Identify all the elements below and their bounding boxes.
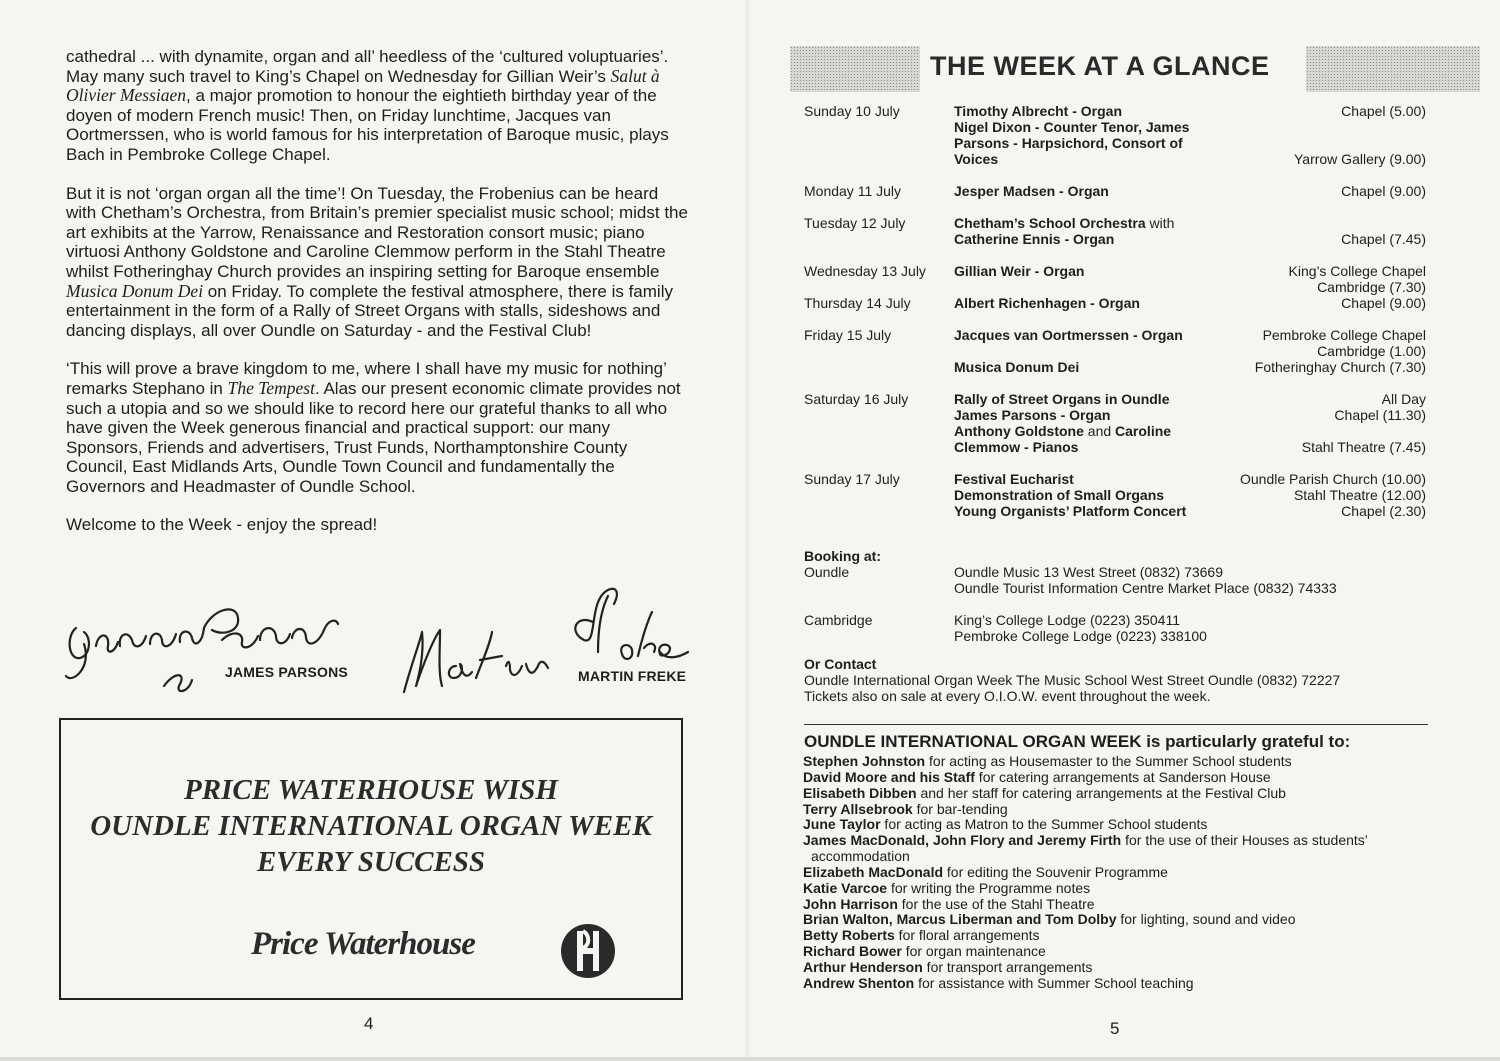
- contact-line: Oundle International Organ Week The Music School West Street Oundle (0832) 72227: [804, 672, 1341, 688]
- thanks-name: Katie Varcoe: [803, 879, 888, 896]
- event-line: [954, 487, 1212, 503]
- event-line: [954, 135, 1212, 151]
- price-waterhouse-wordmark: Price Waterhouse: [251, 926, 475, 962]
- thanks-item: [803, 897, 1433, 913]
- page-title: THE WEEK AT A GLANCE: [930, 51, 1270, 81]
- venue-line: [1206, 423, 1426, 439]
- thanks-text: for catering arrangements at Sanderson House: [974, 768, 1271, 785]
- event-line: [954, 407, 1212, 423]
- stipple-block-left: [790, 46, 920, 92]
- signatory-name-2: MARTIN FREKE: [578, 668, 687, 684]
- schedule-row: [804, 295, 1426, 311]
- thanks-name: Elisabeth Dibben: [803, 784, 917, 801]
- event-text: Festival Eucharist: [954, 471, 1074, 487]
- thanks-name: Elizabeth MacDonald: [803, 863, 944, 880]
- thanks-text: for acting as Matron to the Summer School students: [880, 816, 1208, 833]
- venue-line: Pembroke College Chapel: [1262, 327, 1426, 343]
- event-text: Anthony Goldstone: [954, 423, 1084, 439]
- event-line: [954, 327, 1212, 343]
- glance-header: [790, 46, 1480, 92]
- venue-line: [1206, 135, 1426, 151]
- advert-line: EVERY SUCCESS: [256, 846, 486, 878]
- event-text: Jacques van Oortmerssen - Organ: [954, 327, 1183, 343]
- venue-line: Chapel (2.30): [1341, 503, 1426, 519]
- event-line: [954, 231, 1212, 247]
- schedule-venues: [1206, 215, 1426, 247]
- thanks-name: Stephen Johnston: [803, 753, 926, 769]
- event-text: Gillian Weir - Organ: [954, 263, 1085, 279]
- event-text: Voices: [954, 151, 999, 167]
- thanks-name: Richard Bower: [803, 943, 902, 960]
- thanks-name: Andrew Shenton: [803, 974, 915, 991]
- booking-line: Oundle Music 13 West Street (0832) 73669: [954, 564, 1224, 580]
- event-line: [954, 423, 1212, 439]
- schedule-events: [954, 391, 1212, 455]
- paragraph-text: cathedral ... with dynamite, organ and all’ heedless of the ‘cultured voluptuaries’. May many such travel to King’s Chapel on Wednesday for Gillian Weir’s: [66, 47, 669, 86]
- paragraph-text: Welcome to the Week - enjoy the spread!: [66, 515, 378, 535]
- event-text: Catherine Ennis - Organ: [954, 231, 1115, 247]
- schedule-day: Friday 15 July: [804, 327, 892, 343]
- thanks-item: [803, 770, 1433, 786]
- schedule-row: [804, 103, 1426, 167]
- venue-line: Fotheringhay Church (7.30): [1254, 359, 1426, 375]
- booking-line: Oundle Tourist Information Centre Market Place (0832) 74333: [954, 580, 1337, 596]
- event-line: [954, 151, 1212, 167]
- thanks-list: [803, 754, 1433, 992]
- schedule-table: [804, 103, 1426, 535]
- schedule-day: Sunday 10 July: [804, 103, 900, 119]
- price-waterhouse-logo-icon: [560, 923, 616, 979]
- schedule-venues: [1206, 183, 1426, 199]
- venue-line: Chapel (9.00): [1341, 295, 1426, 311]
- page-number-right: 5: [1110, 1019, 1120, 1038]
- schedule-day: Sunday 17 July: [804, 471, 900, 487]
- spacer: [954, 343, 1212, 359]
- thanks-name: June Taylor: [803, 816, 881, 833]
- thanks-text: for acting as Housemaster to the Summer School students: [925, 753, 1292, 769]
- thanks-title: OUNDLE INTERNATIONAL ORGAN WEEK is particularly grateful to:: [804, 732, 1351, 751]
- thanks-text: for bar-tending: [912, 800, 1008, 817]
- event-line: [954, 103, 1212, 119]
- schedule-day: Saturday 16 July: [804, 391, 909, 407]
- event-text: Timothy Albrecht - Organ: [954, 103, 1123, 119]
- schedule-venues: [1206, 295, 1426, 311]
- intro-paragraph: [66, 359, 690, 496]
- booking-city-cambridge: Cambridge: [804, 612, 873, 628]
- left-page: [0, 0, 748, 1061]
- intro-paragraph: [66, 184, 690, 341]
- booking-oundle: [804, 564, 1444, 596]
- venue-line: Chapel (5.00): [1341, 103, 1426, 119]
- italic-title: The Tempest: [227, 377, 315, 398]
- right-page: [748, 0, 1500, 1061]
- booking-info: [804, 548, 1444, 704]
- event-line: [954, 439, 1212, 455]
- paragraph-text: . Alas our present economic climate provides not such a utopia and so we should like to record here our grateful thanks to all who have given the Week generous financial and practical support: our many Sponsors, Friends and advertisers, Trust Funds, Northamptonshire County Council, East Midlands Arts, Oundle Town Council and fundamentally the Governors and Headmaster of Oundle School.: [66, 378, 681, 496]
- thanks-name: Terry Allsebrook: [803, 800, 913, 817]
- thanks-item: [803, 849, 1433, 865]
- venue-line: King’s College Chapel: [1288, 263, 1426, 279]
- schedule-events: [954, 103, 1212, 167]
- advert-line: OUNDLE INTERNATIONAL ORGAN WEEK: [90, 810, 652, 842]
- contact-line: Tickets also on sale at every O.I.O.W. event throughout the week.: [804, 688, 1211, 704]
- event-text: Albert Richenhagen - Organ: [954, 295, 1140, 311]
- advert-headline: [61, 772, 681, 880]
- booking-cambridge: [804, 612, 1444, 644]
- event-line: [954, 295, 1212, 311]
- advert-line: PRICE WATERHOUSE WISH: [184, 774, 558, 806]
- thanks-text: for the use of their Houses as students’: [1121, 832, 1368, 849]
- thanks-text: for the use of the Stahl Theatre: [897, 895, 1095, 912]
- paragraph-text: on Friday. To complete the festival atmosphere, there is family entertainment in the form of a Rally of Street Organs with stalls, sideshows and dancing displays, all over Oundle on Saturday - and the Festival Club!: [66, 281, 673, 340]
- venue-line: Oundle Parish Church (10.00): [1240, 471, 1426, 487]
- contact-heading: Or Contact: [804, 656, 877, 672]
- schedule-events: [954, 295, 1212, 311]
- intro-text: [66, 47, 690, 554]
- venue-line: [1206, 119, 1426, 135]
- schedule-row: [804, 471, 1426, 519]
- event-text: Chetham’s School Orchestra: [954, 215, 1146, 231]
- booking-line: King’s College Lodge (0223) 350411: [954, 612, 1180, 628]
- booking-city-oundle: Oundle: [804, 564, 850, 580]
- event-text: Young Organists’ Platform Concert: [954, 503, 1187, 519]
- thanks-name: John Harrison: [803, 895, 898, 912]
- booking-line: Pembroke College Lodge (0223) 338100: [954, 628, 1207, 644]
- thanks-name: David Moore and his Staff: [803, 768, 975, 785]
- thanks-item: [803, 976, 1433, 992]
- schedule-venues: [1206, 391, 1426, 455]
- intro-paragraph: [66, 47, 690, 165]
- thanks-item: [803, 754, 1433, 770]
- event-line: [954, 215, 1212, 231]
- venue-line: Cambridge (1.00): [1317, 343, 1426, 359]
- thanks-item: [803, 802, 1433, 818]
- stipple-block-right: [1306, 46, 1480, 92]
- schedule-day: Monday 11 July: [804, 183, 902, 199]
- italic-title: Musica Donum Dei: [66, 280, 204, 301]
- event-line: [954, 471, 1212, 487]
- schedule-row: [804, 327, 1426, 375]
- schedule-day: Thursday 14 July: [804, 295, 911, 311]
- signatory-name-1: JAMES PARSONS: [225, 664, 348, 680]
- section-divider: [804, 724, 1428, 725]
- thanks-text: for writing the Programme notes: [887, 879, 1091, 896]
- thanks-text: accommodation: [811, 848, 910, 865]
- james-parsons-signature: [62, 588, 352, 703]
- event-text: Clemmow - Pianos: [954, 439, 1079, 455]
- event-text: Demonstration of Small Organs: [954, 487, 1165, 503]
- thanks-text: for organ maintenance: [901, 943, 1046, 960]
- schedule-events: [954, 327, 1212, 375]
- schedule-events: [954, 215, 1212, 247]
- schedule-row: [804, 391, 1426, 455]
- schedule-row: [804, 183, 1426, 199]
- venue-line: Chapel (9.00): [1341, 183, 1426, 199]
- thanks-item: [803, 881, 1433, 897]
- event-text: and: [1083, 423, 1116, 439]
- thanks-item: [803, 912, 1433, 928]
- thanks-name: Brian Walton, Marcus Liberman and Tom Dolby: [803, 911, 1117, 928]
- event-text: Nigel Dixon - Counter Tenor, James: [954, 119, 1190, 135]
- intro-paragraph: [66, 515, 690, 535]
- signatures: [60, 580, 700, 700]
- schedule-venues: [1206, 263, 1426, 295]
- schedule-venues: [1206, 471, 1426, 519]
- martin-freke-signature: [398, 582, 698, 707]
- venue-line: Stahl Theatre (12.00): [1293, 487, 1426, 503]
- page-number-left: 4: [364, 1014, 374, 1033]
- paragraph-text: , a major promotion to honour the eightieth birthday year of the doyen of modern French music! Then, on Friday lunchtime, Jacques van Oortmerssen, who is world famous for his interpretation of Baroque music, plays Bach in Pembroke College Chapel.: [66, 86, 669, 164]
- paragraph-text: But it is not ‘organ organ all the time’! On Tuesday, the Frobenius can be heard with Chetham’s Orchestra, from Britain’s premier specialist music school; midst the art exhibits at the Yarrow, Renaissance and Restoration consort music; piano virtuosi Anthony Goldstone and Caroline Clemmow perform in the Stahl Theatre whilst Fotheringhay Church provides an inspiring setting for Baroque ensemble: [66, 183, 688, 281]
- event-text: Parsons - Harpsichord, Consort of: [954, 135, 1183, 151]
- event-text: Rally of Street Organs in Oundle: [954, 391, 1170, 407]
- event-text: Jesper Madsen - Organ: [954, 183, 1109, 199]
- thanks-name: Arthur Henderson: [803, 958, 923, 975]
- thanks-text: for floral arrangements: [894, 927, 1040, 944]
- thanks-item: [803, 833, 1433, 849]
- booking-heading: Booking at:: [804, 548, 881, 564]
- event-line: [954, 503, 1212, 519]
- thanks-item: [803, 944, 1433, 960]
- italic-title: Salut à Olivier Messiaen: [66, 65, 660, 106]
- venue-line: Chapel (11.30): [1334, 407, 1426, 423]
- page-bottom-edge: [0, 1057, 1500, 1061]
- schedule-venues: [1206, 327, 1426, 375]
- thanks-item: [803, 817, 1433, 833]
- event-line: [954, 119, 1212, 135]
- thanks-text: for lighting, sound and video: [1116, 911, 1296, 928]
- thanks-name: James MacDonald, John Flory and Jeremy Firth: [803, 832, 1122, 849]
- schedule-row: [804, 263, 1426, 295]
- event-line: [954, 391, 1212, 407]
- event-line: [954, 263, 1212, 279]
- schedule-row: [804, 215, 1426, 247]
- schedule-day: Wednesday 13 July: [804, 263, 926, 279]
- paragraph-text: ‘This will prove a brave kingdom to me, where I shall have my music for nothing’ remarks Stephano in: [66, 359, 667, 398]
- schedule-events: [954, 183, 1212, 199]
- venue-line: Cambridge (7.30): [1317, 279, 1426, 295]
- schedule-venues: [1206, 103, 1426, 167]
- thanks-text: and her staff for catering arrangements at the Festival Club: [916, 784, 1286, 801]
- schedule-events: [954, 263, 1212, 279]
- thanks-item: [803, 960, 1433, 976]
- venue-line: [1206, 215, 1426, 231]
- event-text: with: [1145, 215, 1175, 231]
- thanks-item: [803, 786, 1433, 802]
- event-line: [954, 183, 1212, 199]
- venue-line: Yarrow Gallery (9.00): [1293, 151, 1426, 167]
- thanks-item: [803, 928, 1433, 944]
- event-text: James Parsons - Organ: [954, 407, 1111, 423]
- thanks-text: for editing the Souvenir Programme: [943, 863, 1168, 880]
- venue-line: Chapel (7.45): [1341, 231, 1426, 247]
- thanks-name: Betty Roberts: [803, 927, 895, 944]
- event-text: Caroline: [1115, 423, 1172, 439]
- venue-line: All Day: [1381, 391, 1426, 407]
- venue-line: Stahl Theatre (7.45): [1301, 439, 1426, 455]
- schedule-events: [954, 471, 1212, 519]
- thanks-item: [803, 865, 1433, 881]
- event-text: Musica Donum Dei: [954, 359, 1080, 375]
- thanks-text: for assistance with Summer School teaching: [914, 974, 1194, 991]
- event-line: [954, 359, 1212, 375]
- thanks-text: for transport arrangements: [922, 958, 1093, 975]
- schedule-day: Tuesday 12 July: [804, 215, 906, 231]
- price-waterhouse-advert: [59, 718, 683, 1000]
